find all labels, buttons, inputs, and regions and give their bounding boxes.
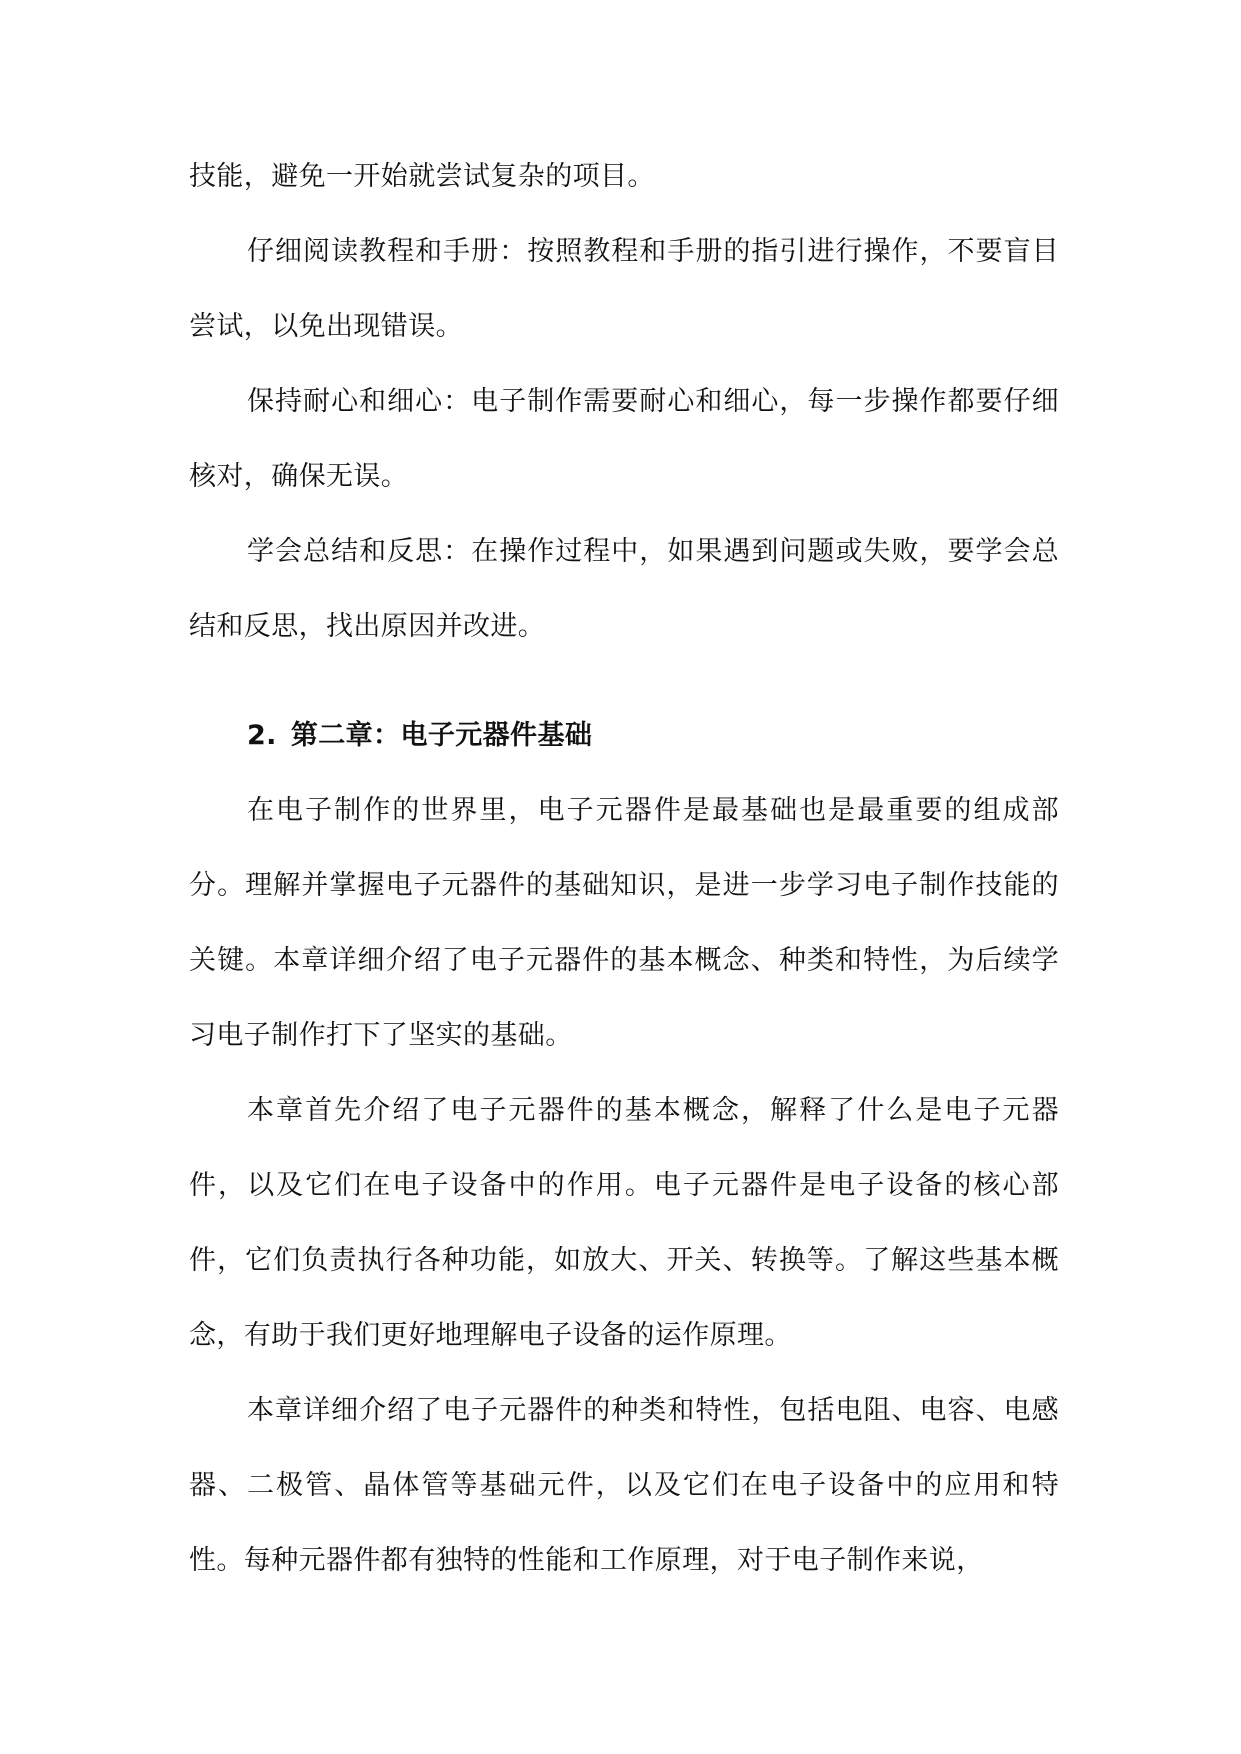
paragraph-basic-concepts: 本章首先介绍了电子元器件的基本概念，解释了什么是电子元器件，以及它们在电子设备中的作用。电子元器件是电子设备的核心部件，它们负责执行各种功能，如放大、开关、转换等。了解这些基本概念，有助于我们更好地理解电子设备的运作原理。	[189, 1095, 1059, 1351]
document-body	[189, 139, 1059, 1598]
paragraph-continuation: 技能，避免一开始就尝试复杂的项目。	[189, 161, 655, 192]
chapter-heading	[189, 698, 1059, 773]
chapter-number: 2.	[247, 720, 277, 751]
paragraph-reflection: 学会总结和反思：在操作过程中，如果遇到问题或失败，要学会总结和反思，找出原因并改进。	[189, 536, 1059, 642]
chapter-title: 第二章：电子元器件基础	[290, 720, 593, 751]
paragraph-types-properties: 本章详细介绍了电子元器件的种类和特性，包括电阻、电容、电感器、二极管、晶体管等基础元件，以及它们在电子设备中的应用和特性。每种元器件都有独特的性能和工作原理，对于电子制作来说，	[189, 1395, 1059, 1576]
paragraph-patience: 保持耐心和细心：电子制作需要耐心和细心，每一步操作都要仔细核对，确保无误。	[189, 386, 1059, 492]
paragraph-read-tutorials: 仔细阅读教程和手册：按照教程和手册的指引进行操作，不要盲目尝试，以免出现错误。	[189, 236, 1059, 342]
paragraph-intro: 在电子制作的世界里，电子元器件是最基础也是最重要的组成部分。理解并掌握电子元器件的基础知识，是进一步学习电子制作技能的关键。本章详细介绍了电子元器件的基本概念、种类和特性，为后续学习电子制作打下了坚实的基础。	[189, 795, 1059, 1051]
